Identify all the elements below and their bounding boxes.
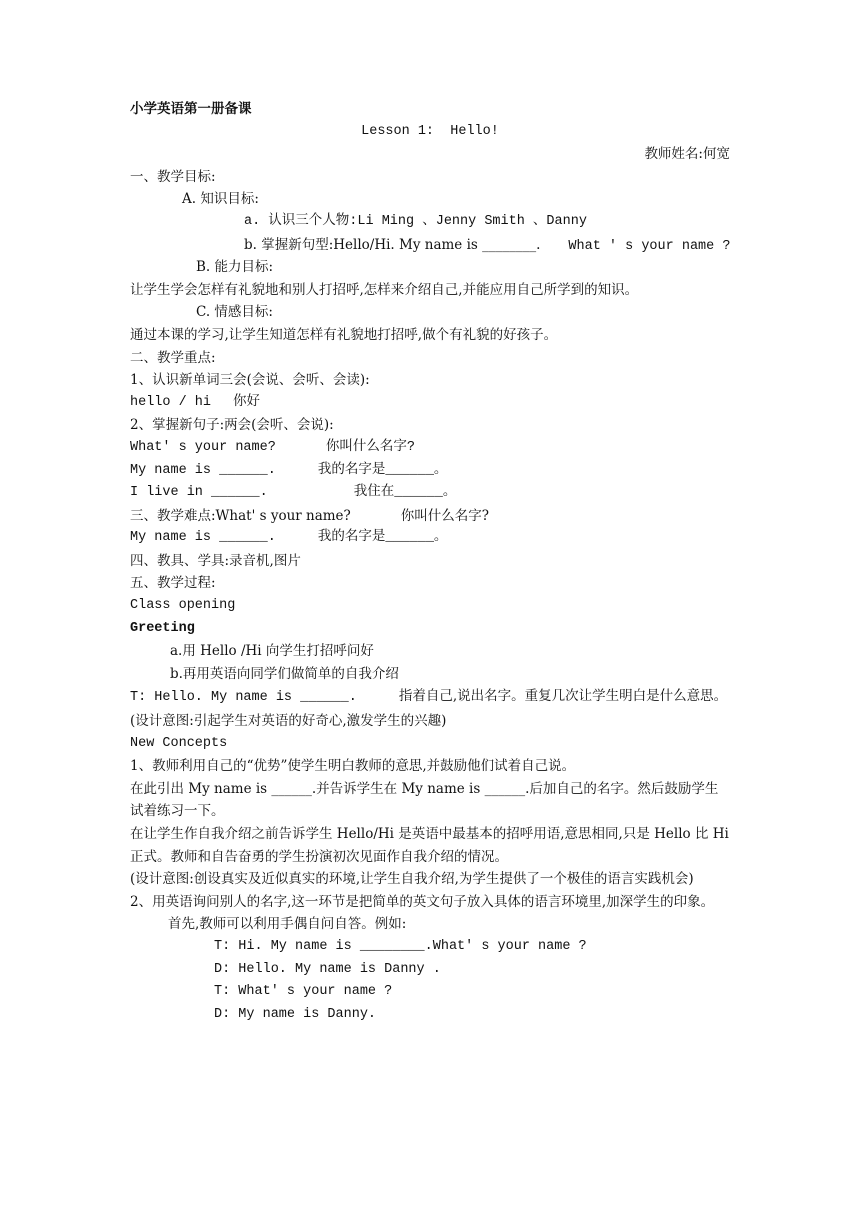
objective-a-title: A. 知识目标: — [182, 191, 259, 208]
key-sentence-2-en: My name is ______. — [130, 462, 276, 478]
greeting-heading: Greeting — [130, 620, 195, 636]
objective-c-text: 通过本课的学习,让学生知道怎样有礼貌地打招呼,做个有礼貌的好孩子。 — [130, 326, 558, 343]
key-sentence-2-cn: 我的名字是______。 — [317, 462, 448, 478]
key-sentence-3 — [130, 482, 730, 505]
difficulty-cn: 你叫什么名字? — [400, 507, 490, 524]
dialog-line-4: D: My name is Danny. — [214, 1006, 377, 1022]
document-page — [130, 98, 730, 1026]
objective-b-title: B. 能力目标: — [196, 259, 274, 276]
key-sentence-2 — [130, 460, 730, 483]
key-sentence-3-en: I live in ______. — [130, 485, 268, 501]
difficulty-line-2-en: My name is ______. — [130, 530, 276, 546]
difficulty-line-2-cn: 我的名字是______。 — [317, 530, 448, 546]
dialog-line-2: D: Hello. My name is Danny . — [214, 961, 441, 977]
teacher-intro — [130, 685, 730, 710]
key-point-2: 2、掌握新句子:两会(会听、会说): — [130, 417, 334, 434]
greeting-a: a.用 Hello /Hi 向学生打招呼问好 — [170, 643, 374, 660]
new-concept-1: 1、教师利用自己的“优势”使学生明白教师的意思,并鼓励他们试着自己说。 — [130, 758, 576, 775]
key-sentence-1 — [130, 437, 730, 460]
new-concept-2: 2、用英语询问别人的名字,这一环节是把简单的英文句子放入具体的语言环境里,加深学生的印象。 — [130, 893, 715, 910]
teacher-intro-cn: 指着自己,说出名字。重复几次让学生明白是什么意思。 — [398, 688, 728, 705]
objective-a-item2 — [130, 234, 730, 257]
objective-a-item2-left: b. 掌握新句型:Hello/Hi. My name is ________. — [244, 236, 541, 253]
objectives-heading: 一、教学目标: — [130, 168, 216, 185]
dialog-line-3: T: What' s your name ? — [214, 984, 393, 1000]
difficulty-line-1 — [130, 505, 730, 528]
key-word-cn: 你好 — [233, 394, 261, 410]
lesson-title: Lesson 1: Hello! — [361, 123, 499, 139]
key-sentence-1-en: What' s your name? — [130, 439, 276, 455]
difficulty-line-2 — [130, 527, 730, 550]
greeting-b: b.再用英语向同学们做简单的自我介绍 — [170, 665, 399, 682]
document-title: 小学英语第一册备课 — [130, 101, 252, 117]
key-word-row — [130, 392, 730, 415]
new-concept-1c: 在让学生作自我介绍之前告诉学生 Hello/Hi 是英语中最基本的招呼用语,意思相同,只是 Hello 比 Hi 正式。教师和自告奋勇的学生扮演初次见面作自我介绍的情况。 — [130, 826, 729, 865]
objective-b-text: 让学生学会怎样有礼貌地和别人打招呼,怎样来介绍自己,并能应用自己所学到的知识。 — [130, 281, 639, 298]
class-opening: Class opening — [130, 598, 236, 614]
objective-a-item2-right: What ' s your name ? — [568, 238, 731, 254]
objective-a-item1: a. 认识三个人物:Li Ming 、Jenny Smith 、Danny — [244, 213, 587, 229]
first-example-intro: 首先,教师可以利用手偶自问自答。例如: — [168, 916, 407, 933]
key-sentence-3-cn: 我住在______。 — [353, 485, 457, 501]
design-intent-2: (设计意图:创设真实及近似真实的环境,让学生自我介绍,为学生提供了一个极佳的语言实践机会) — [130, 871, 694, 888]
teacher-intro-en: T: Hello. My name is ______. — [130, 690, 357, 706]
new-concept-1b: 在此引出 My name is ______.并告诉学生在 My name is ______.后加自己的名字。然后鼓励学生试着练习一下。 — [130, 780, 719, 820]
key-point-1: 1、认识新单词三会(会说、会听、会读): — [130, 372, 370, 389]
key-word-en: hello / hi — [130, 394, 212, 410]
key-sentence-1-cn: 你叫什么名字? — [325, 439, 415, 455]
process-heading: 五、教学过程: — [130, 575, 216, 592]
tools-line: 四、教具、学具:录音机,图片 — [130, 552, 301, 569]
objective-c-title: C. 情感目标: — [196, 304, 273, 321]
design-intent-1: (设计意图:引起学生对英语的好奇心,激发学生的兴趣) — [130, 713, 447, 730]
key-points-heading: 二、教学重点: — [130, 349, 216, 366]
teacher-name: 教师姓名:何宽 — [644, 146, 730, 163]
new-concepts-heading: New Concepts — [130, 735, 228, 751]
difficulty-heading: 三、教学难点:What' s your name? — [130, 507, 351, 524]
dialog-line-1: T: Hi. My name is ________.What' s your name ? — [214, 938, 587, 954]
